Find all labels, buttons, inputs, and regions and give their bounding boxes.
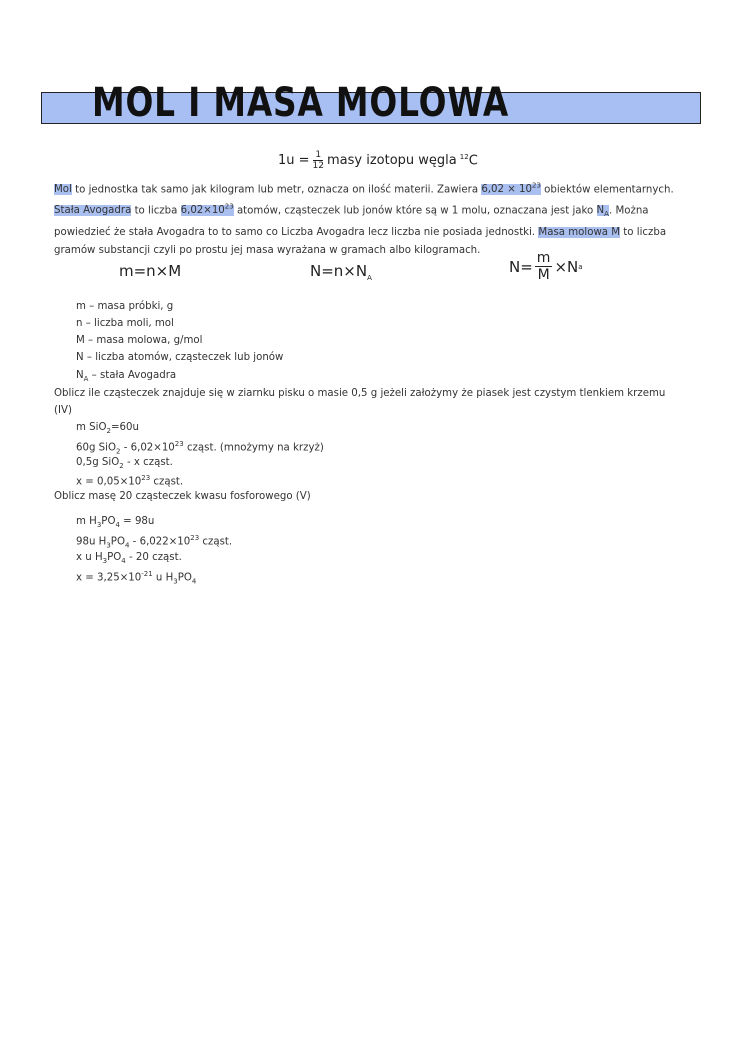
problem-2-answer: $x = 3,25\times 10^{-21}$ u $H_3PO_4$ (76, 570, 197, 586)
term-mol: Mol (54, 184, 72, 196)
problem-1-step: 60g $SiO_2 - 6,02\times 10^{23}$ cząst. (mnożymy na krzyż) (76, 440, 324, 456)
avogadro-value-2: $6,02\times 10^{23}$ (180, 202, 234, 217)
legend-item: m – masa próbki, g (76, 301, 174, 312)
formula-mass: m=n×M (119, 262, 182, 280)
term-na: $N_A$ (596, 205, 609, 219)
unit-fraction (313, 150, 324, 171)
legend-item: n – liczba moli, mol (76, 318, 174, 329)
problem-1-step: m SiO$_2$=60u (76, 422, 139, 436)
problem-2-step: 98u $H_3PO_4 - 6,022\times 10^{23}$ cząst. (76, 534, 233, 550)
page-title: MOL I MASA MOLOWA (92, 80, 510, 126)
problem-1-step: 0,5g SiO$_2$ - x cząst. (76, 457, 173, 471)
problem-2-question: Oblicz masę 20 cząsteczek kwasu fosforowego (V) (54, 491, 311, 502)
fraction-denominator: 12 (312, 161, 324, 171)
legend-item: M – masa molowa, g/mol (76, 335, 203, 346)
problem-2-step: x u $H_3PO_4 - 20$ cząst. (76, 552, 182, 566)
term-molar-mass: Masa molowa M (538, 227, 621, 238)
intro-paragraph: Mol to jednostka tak samo jak kilogram lub metr, oznacza on ilość materii. Zawiera $6,02 \times 10^{23}$ obiektów elementarnych. Stała Avogadra to liczba $6,02\times 10^{23}$ atomów, cząsteczek lub jonów które są w 1 molu, oznaczana jest jako $N_A$. Można powiedzieć że stała Avogadra to to samo co Liczba Avogadra lecz liczba nie posiada jednostki. Masa molowa M to liczba gramów substancji czyli po prostu jej masa wyrażana w gramach albo kilogramach. (54, 182, 674, 256)
unit-lhs: 1u = (278, 153, 310, 168)
legend-item: N – liczba atomów, cząsteczek lub jonów (76, 352, 284, 363)
problem-1-question: Oblicz ile cząsteczek znajduje się w ziarnku pisku o masie 0,5 g jeżeli założymy że piasek jest czystym tlenkiem krzemu (54, 388, 666, 399)
formula-particles-from-mass: N= $\frac{m}{M}$ ×N a (509, 250, 583, 283)
unit-definition (278, 150, 478, 171)
term-avogadro: Stała Avogadra (54, 205, 132, 217)
unit-text: masy izotopu węgla (327, 153, 457, 168)
avogadro-value-1: $6,02 \times 10^{23}$ (481, 182, 541, 196)
isotope: $^{12}$C (459, 152, 478, 169)
fraction-numerator: 1 (315, 150, 322, 160)
formula-particles: $N=n\times N_A$ (310, 262, 372, 282)
problem-1-answer: $x = 0,05\times 10^{23}$ cząst. (76, 474, 184, 488)
legend-item: $N_A$ – stała Avogadra (76, 370, 177, 384)
formula-fraction: $\frac{m}{M}$ (536, 250, 551, 283)
problem-1-question-cont: (IV) (54, 405, 72, 416)
problem-2-step: m $H_3PO_4 = 98u$ (76, 516, 155, 530)
